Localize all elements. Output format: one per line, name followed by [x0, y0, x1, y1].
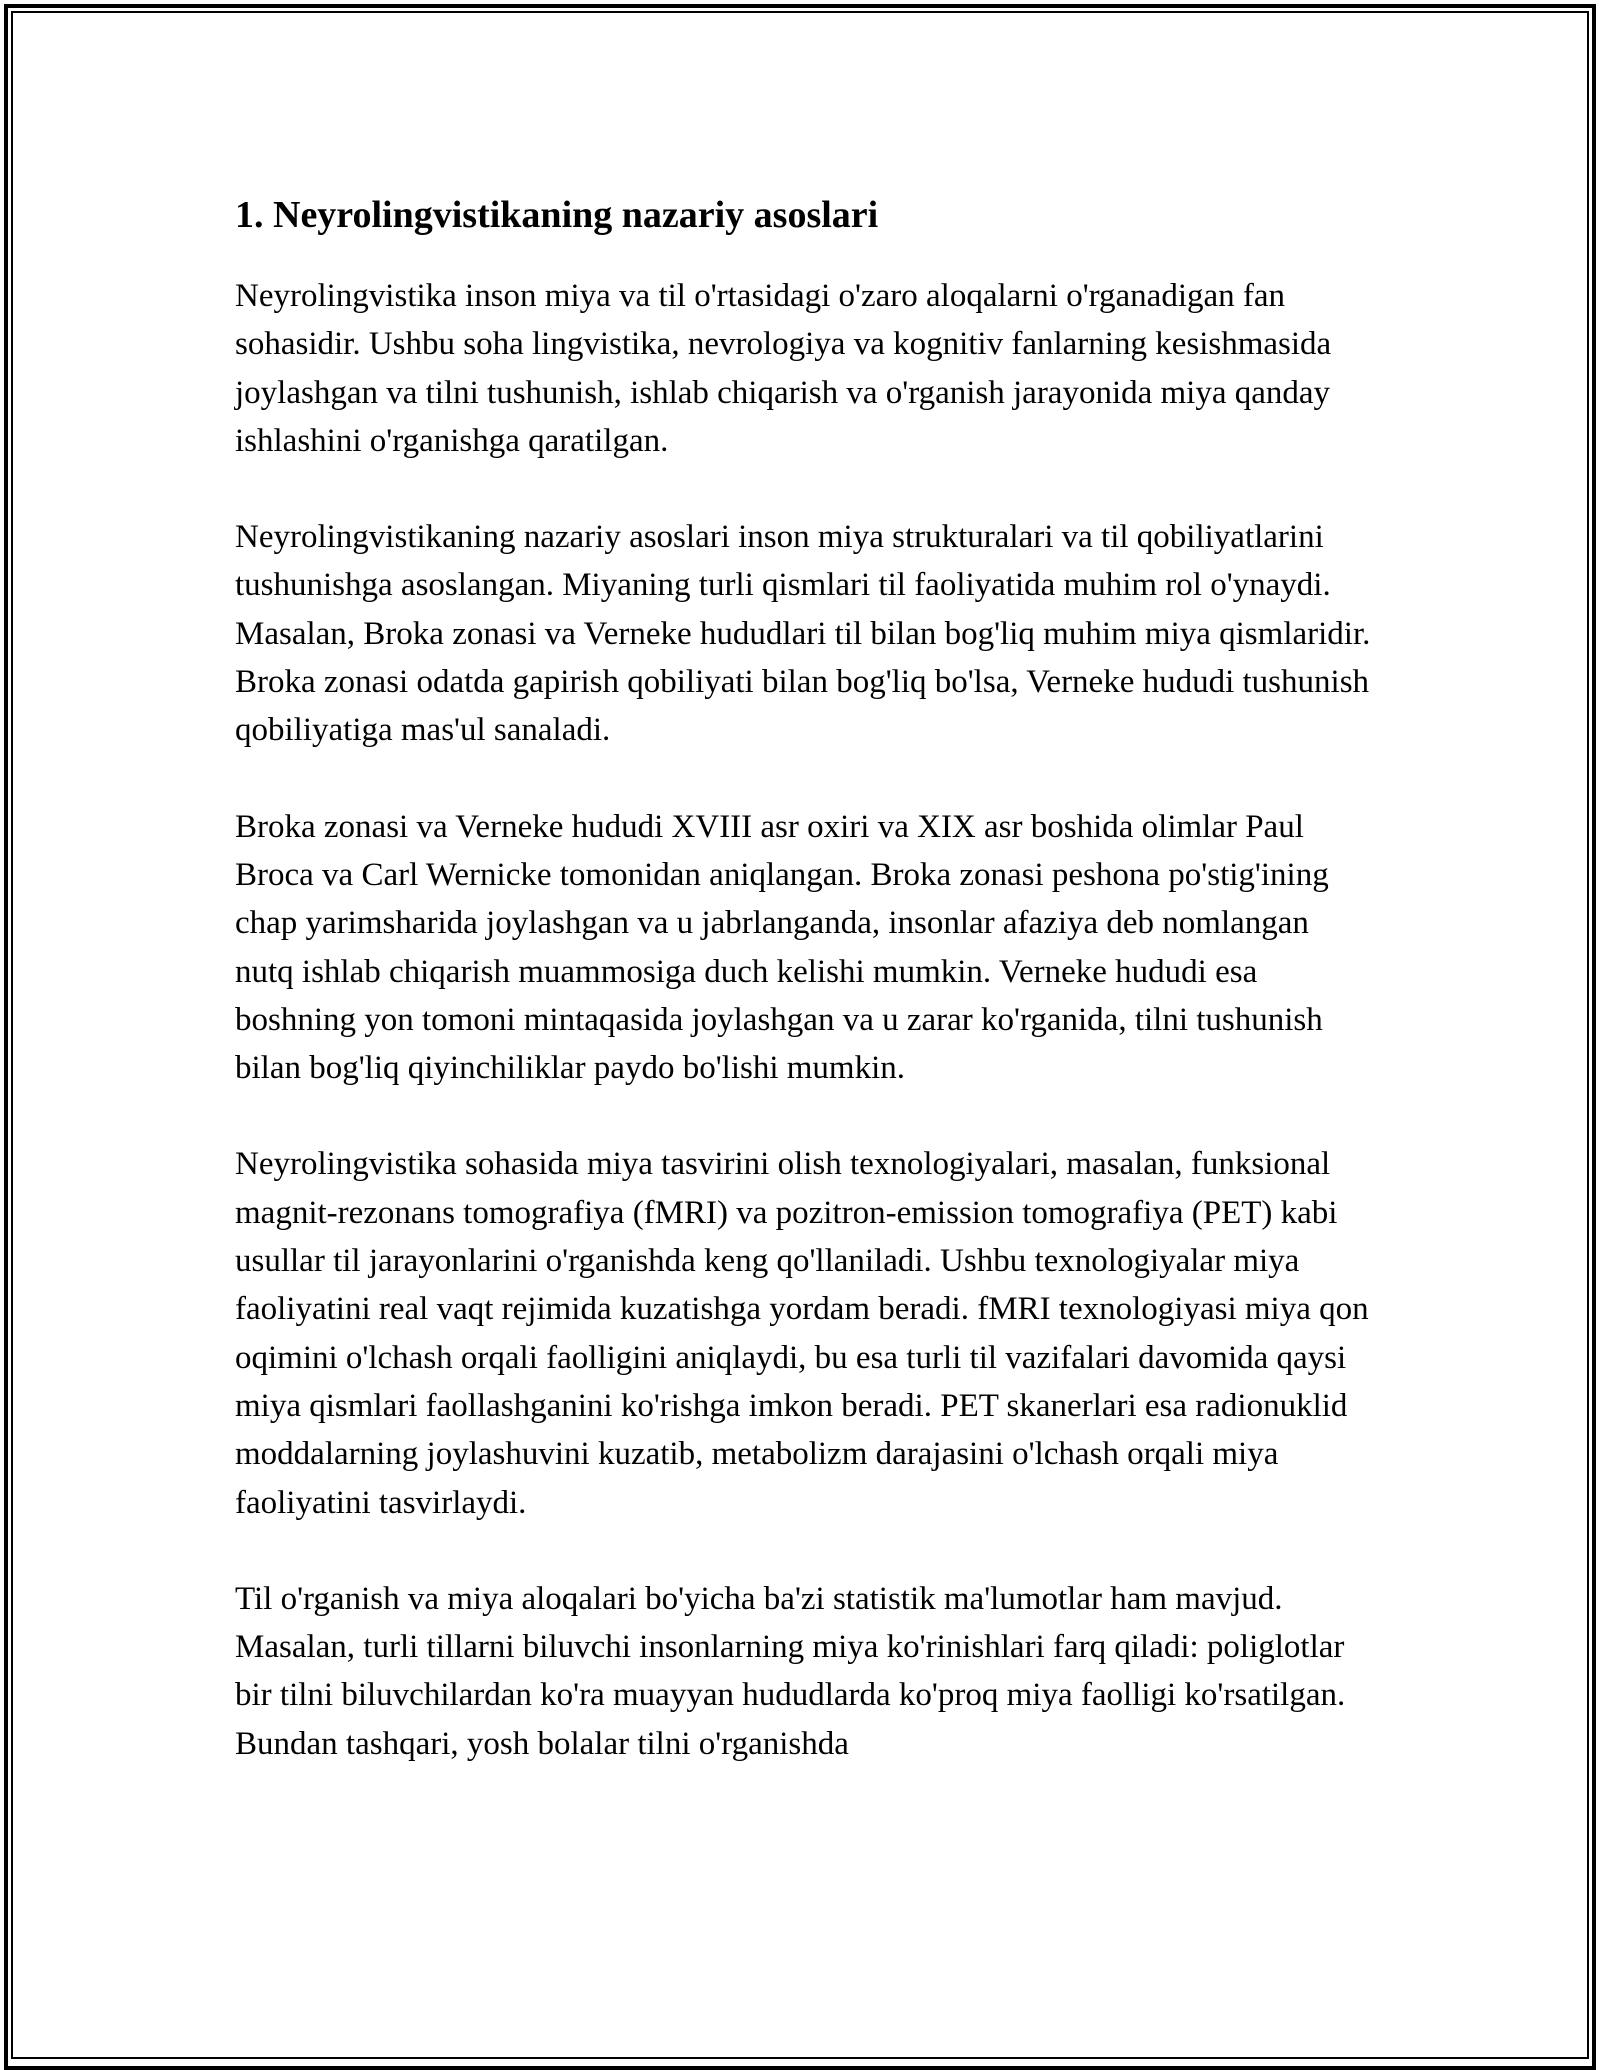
paragraph-1: Neyrolingvistika inson miya va til o'rtasidagi o'zaro aloqalarni o'rganadigan fan sohasidir. Ushbu soha lingvistika, nevrologiya va kognitiv fanlarning kesishmasida joylashgan va tilni tushunish, ishlab chiqarish va o'rganish jarayonida miya qanday ishlashini o'rganishga qaratilgan.	[235, 278, 1332, 459]
paragraph-3: Broka zonasi va Verneke hududi XVIII asr oxiri va XIX asr boshida olimlar Paul Broca va Carl Wernicke tomonidan aniqlangan. Broka zonasi peshona po'stig'ining chap yarimsharida joylashgan va u jabrlanganda, insonlar afaziya deb nomlangan nutq ishlab chiqarish muammosiga duch kelishi mumkin. Verneke hududi esa boshning yon tomoni mintaqasida joylashgan va u zarar ko'rganida, tilni tushunish bilan bog'liq qiyinchiliklar paydo bo'lishi mumkin.	[235, 808, 1329, 1087]
section-heading: 1. Neyrolingvistikaning nazariy asoslari	[235, 194, 879, 236]
paragraph-5: Til o'rganish va miya aloqalari bo'yicha ba'zi statistik ma'lumotlar ham mavjud. Masalan, turli tillarni biluvchi insonlarning miya ko'rinishlari farq qiladi: poliglotlar bir tilni biluvchilardan ko'ra muayyan hududlarda ko'proq miya faolligi ko'rsatilgan. Bundan tashqari, yosh bolalar tilni o'rganishda	[235, 1580, 1346, 1762]
document-body	[235, 180, 1375, 1816]
paragraph-2: Neyrolingvistikaning nazariy asoslari inson miya strukturalari va til qobiliyatlarini tushunishga asoslangan. Miyaning turli qismlari til faoliyatida muhim rol o'ynaydi. Masalan, Broka zonasi va Verneke hududlari til bilan bog'liq muhim miya qismlaridir. Broka zonasi odatda gapirish qobiliyati bilan bog'liq bo'lsa, Verneke hududi tushunish qobiliyatiga mas'ul sanaladi.	[235, 519, 1371, 749]
paragraph-4: Neyrolingvistika sohasida miya tasvirini olish texnologiyalari, masalan, funksional magnit-rezonans tomografiya (fMRI) va pozitron-emission tomografiya (PET) kabi usullar til jarayonlarini o'rganishda keng qo'llaniladi. Ushbu texnologiyalar miya faoliyatini real vaqt rejimida kuzatishga yordam beradi. fMRI texnologiyasi miya qon oqimini o'lchash orqali faolligini aniqlaydi, bu esa turli til vazifalari davomida qaysi miya qismlari faollashganini ko'rishga imkon beradi. PET skanerlari esa radionuklid moddalarning joylashuvini kuzatib, metabolizm darajasini o'lchash orqali miya faoliyatini tasvirlaydi.	[235, 1146, 1369, 1521]
